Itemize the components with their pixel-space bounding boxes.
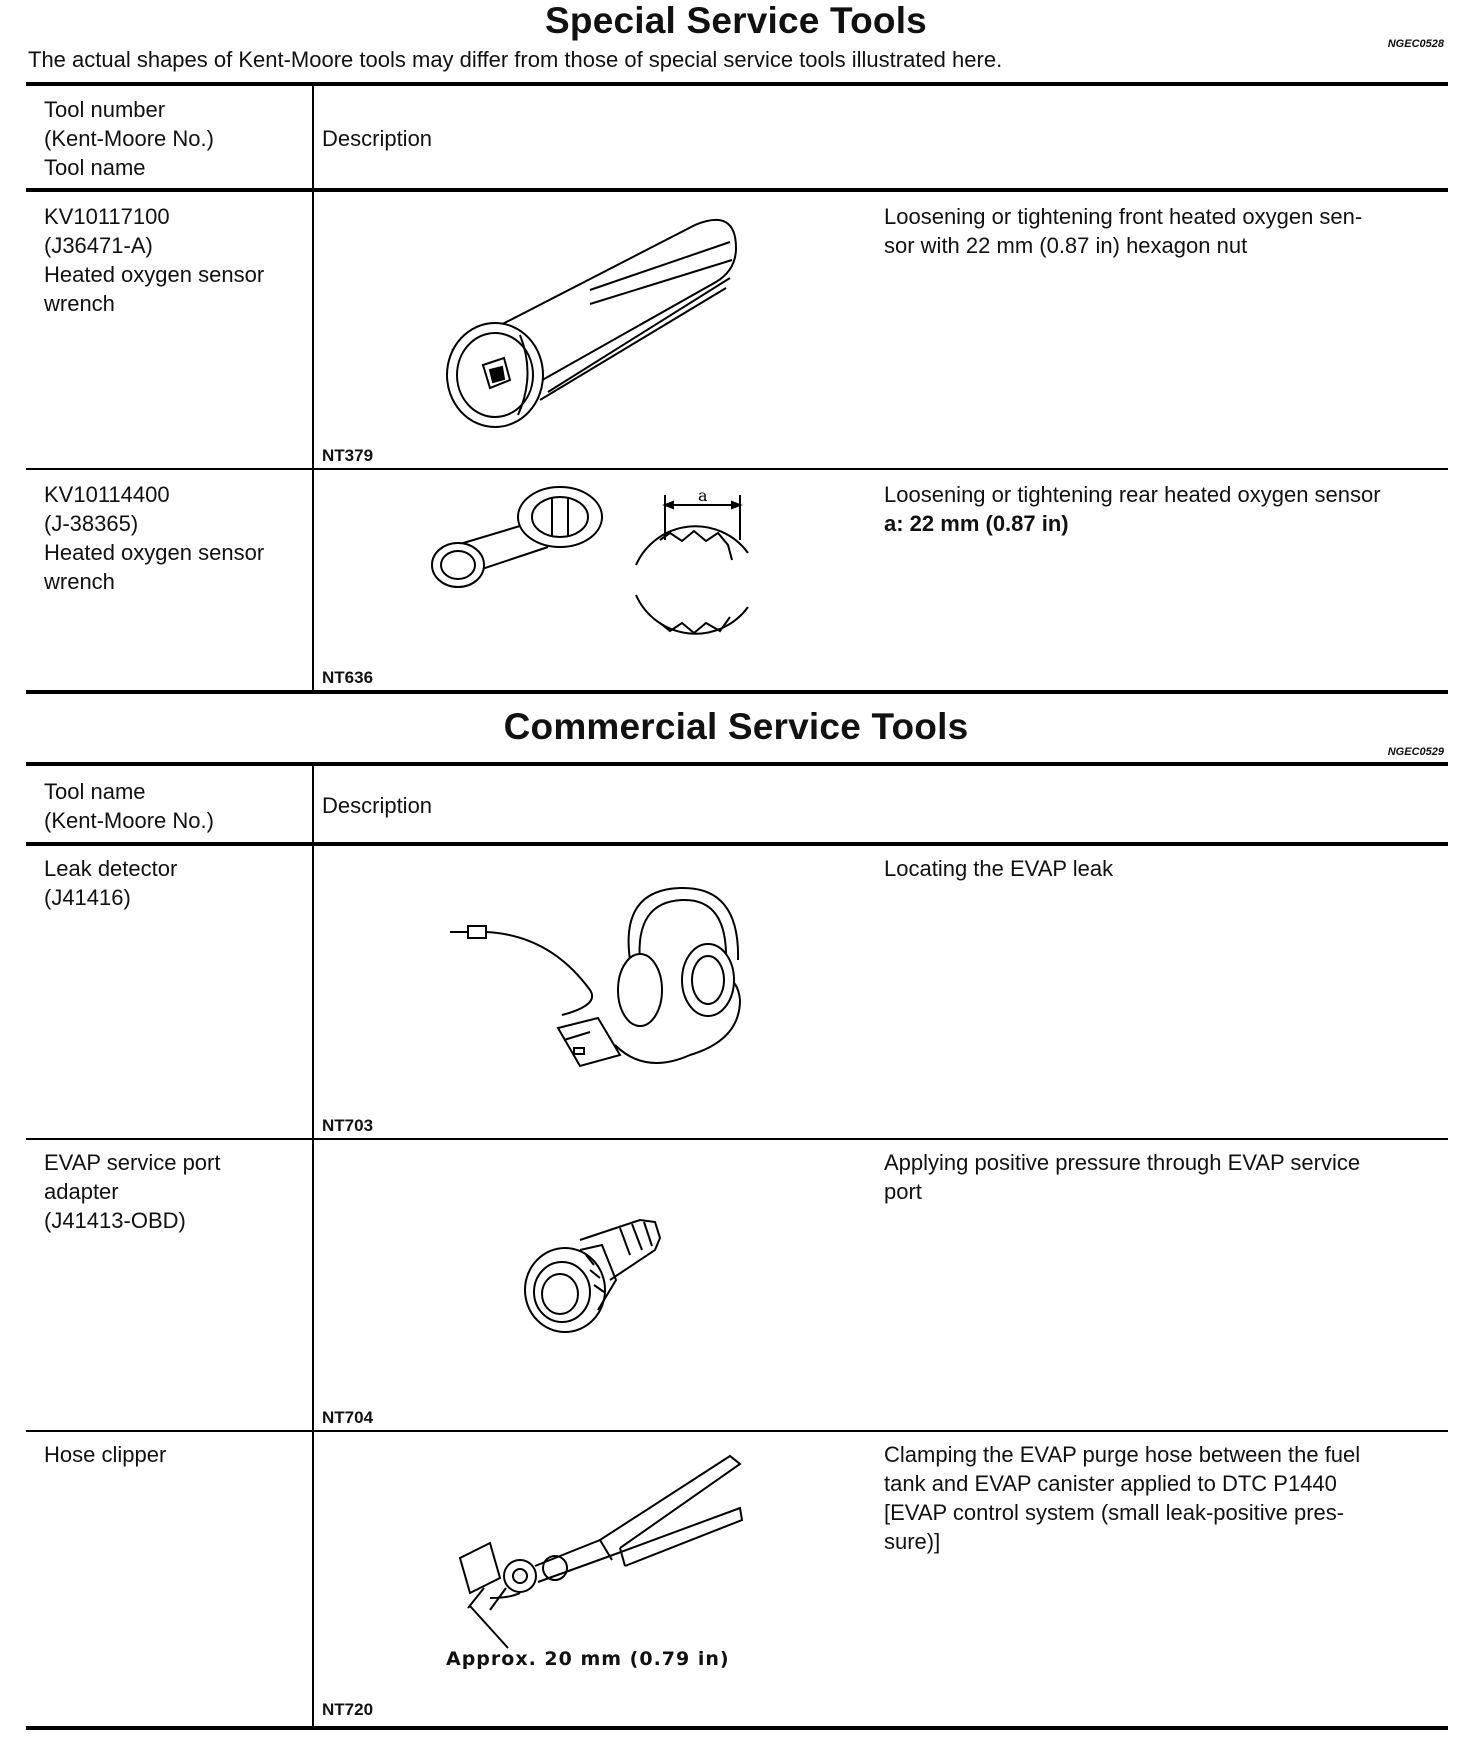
tool-name-line2: (J41416) — [44, 885, 131, 910]
commercial-header-line1: Tool name — [44, 779, 146, 804]
special-header-description: Description — [322, 126, 433, 151]
description-line3: [EVAP control system (small leak-positive pres- — [884, 1500, 1345, 1525]
description-line4: sure)] — [884, 1529, 941, 1554]
description-line1: Applying positive pressure through EVAP service — [884, 1150, 1361, 1175]
description-line2: port — [884, 1179, 922, 1204]
commercial-row-1-tool — [44, 854, 304, 912]
tool-name-line2: wrench — [44, 569, 115, 594]
service-port-adapter-illustration — [520, 1210, 680, 1340]
special-table-bottom-rule — [26, 690, 1448, 694]
tool-name-line1: Hose clipper — [44, 1442, 167, 1467]
commercial-table-bottom-rule — [26, 1726, 1448, 1730]
tool-name-line1: Leak detector — [44, 856, 178, 881]
dimension-label: a — [698, 486, 708, 505]
leak-detector-illustration — [440, 880, 760, 1070]
description-line2: tank and EVAP canister applied to DTC P1440 — [884, 1471, 1337, 1496]
kent-moore-number: (J36471-A) — [44, 233, 153, 258]
commercial-row-2-tool — [44, 1148, 304, 1235]
row-divider — [26, 1430, 1448, 1432]
kent-moore-number: (J41413-OBD) — [44, 1208, 186, 1233]
header-bottom-rule — [26, 842, 1448, 846]
table-top-rule — [26, 82, 1448, 86]
kent-moore-number: (J-38365) — [44, 511, 139, 536]
special-row-2-description — [884, 480, 1444, 538]
description-line1: Locating the EVAP leak — [884, 856, 1114, 881]
tool-name-line1: Heated oxygen sensor — [44, 540, 265, 565]
description-line2: sor with 22 mm (0.87 in) hexagon nut — [884, 233, 1248, 258]
commercial-row-3-description — [884, 1440, 1444, 1556]
commercial-table-top-rule — [26, 762, 1448, 766]
commercial-tools-title: Commercial Service Tools — [503, 706, 969, 747]
tool-name-line2: adapter — [44, 1179, 119, 1204]
column-divider — [312, 84, 314, 692]
figure-code: NT636 — [322, 668, 374, 687]
flare-nut-wrench-illustration — [430, 485, 760, 645]
commercial-header-description: Description — [322, 793, 433, 818]
oxygen-sensor-socket-illustration — [440, 200, 740, 440]
special-tools-code: NGEC0528 — [1387, 38, 1444, 50]
row-divider — [26, 1138, 1448, 1140]
figure-code: NT379 — [322, 446, 374, 465]
special-row-2-tool — [44, 480, 304, 596]
header-bottom-rule — [26, 188, 1448, 192]
commercial-header-tool-cell — [44, 777, 304, 835]
commercial-row-1-description — [884, 854, 1444, 883]
tool-name-line2: wrench — [44, 291, 115, 316]
commercial-header-line2: (Kent-Moore No.) — [44, 808, 214, 833]
special-row-1-tool — [44, 202, 304, 318]
description-line1: Clamping the EVAP purge hose between the fuel — [884, 1442, 1361, 1467]
tool-number: KV10117100 — [44, 204, 170, 229]
dimension-label: Approx. 20 mm (0.79 in) — [446, 1648, 730, 1670]
description-line1: Loosening or tightening front heated oxygen sen- — [884, 204, 1363, 229]
commercial-row-3-tool — [44, 1440, 304, 1469]
special-tools-title: Special Service Tools — [545, 0, 927, 41]
figure-code: NT703 — [322, 1116, 374, 1135]
special-header-line1: Tool number — [44, 97, 166, 122]
tool-name-line1: Heated oxygen sensor — [44, 262, 265, 287]
special-row-1-description — [884, 202, 1444, 260]
row-divider — [26, 468, 1448, 470]
special-tools-note: The actual shapes of Kent-Moore tools may differ from those of special service tools illustrated here. — [28, 47, 1003, 72]
special-header-tool-cell — [44, 95, 304, 182]
commercial-row-2-description — [884, 1148, 1444, 1206]
description-line1: Loosening or tightening rear heated oxygen sensor — [884, 482, 1381, 507]
hose-clipper-illustration — [450, 1448, 750, 1648]
special-header-line2: (Kent-Moore No.) — [44, 126, 214, 151]
special-header-line3: Tool name — [44, 155, 146, 180]
tool-number: KV10114400 — [44, 482, 170, 507]
tool-name-line1: EVAP service port — [44, 1150, 221, 1175]
dimension-value: a: 22 mm (0.87 in) — [884, 511, 1069, 536]
figure-code: NT704 — [322, 1408, 374, 1427]
figure-code: NT720 — [322, 1700, 374, 1719]
column-divider — [312, 764, 314, 1728]
commercial-tools-code: NGEC0529 — [1387, 746, 1444, 758]
